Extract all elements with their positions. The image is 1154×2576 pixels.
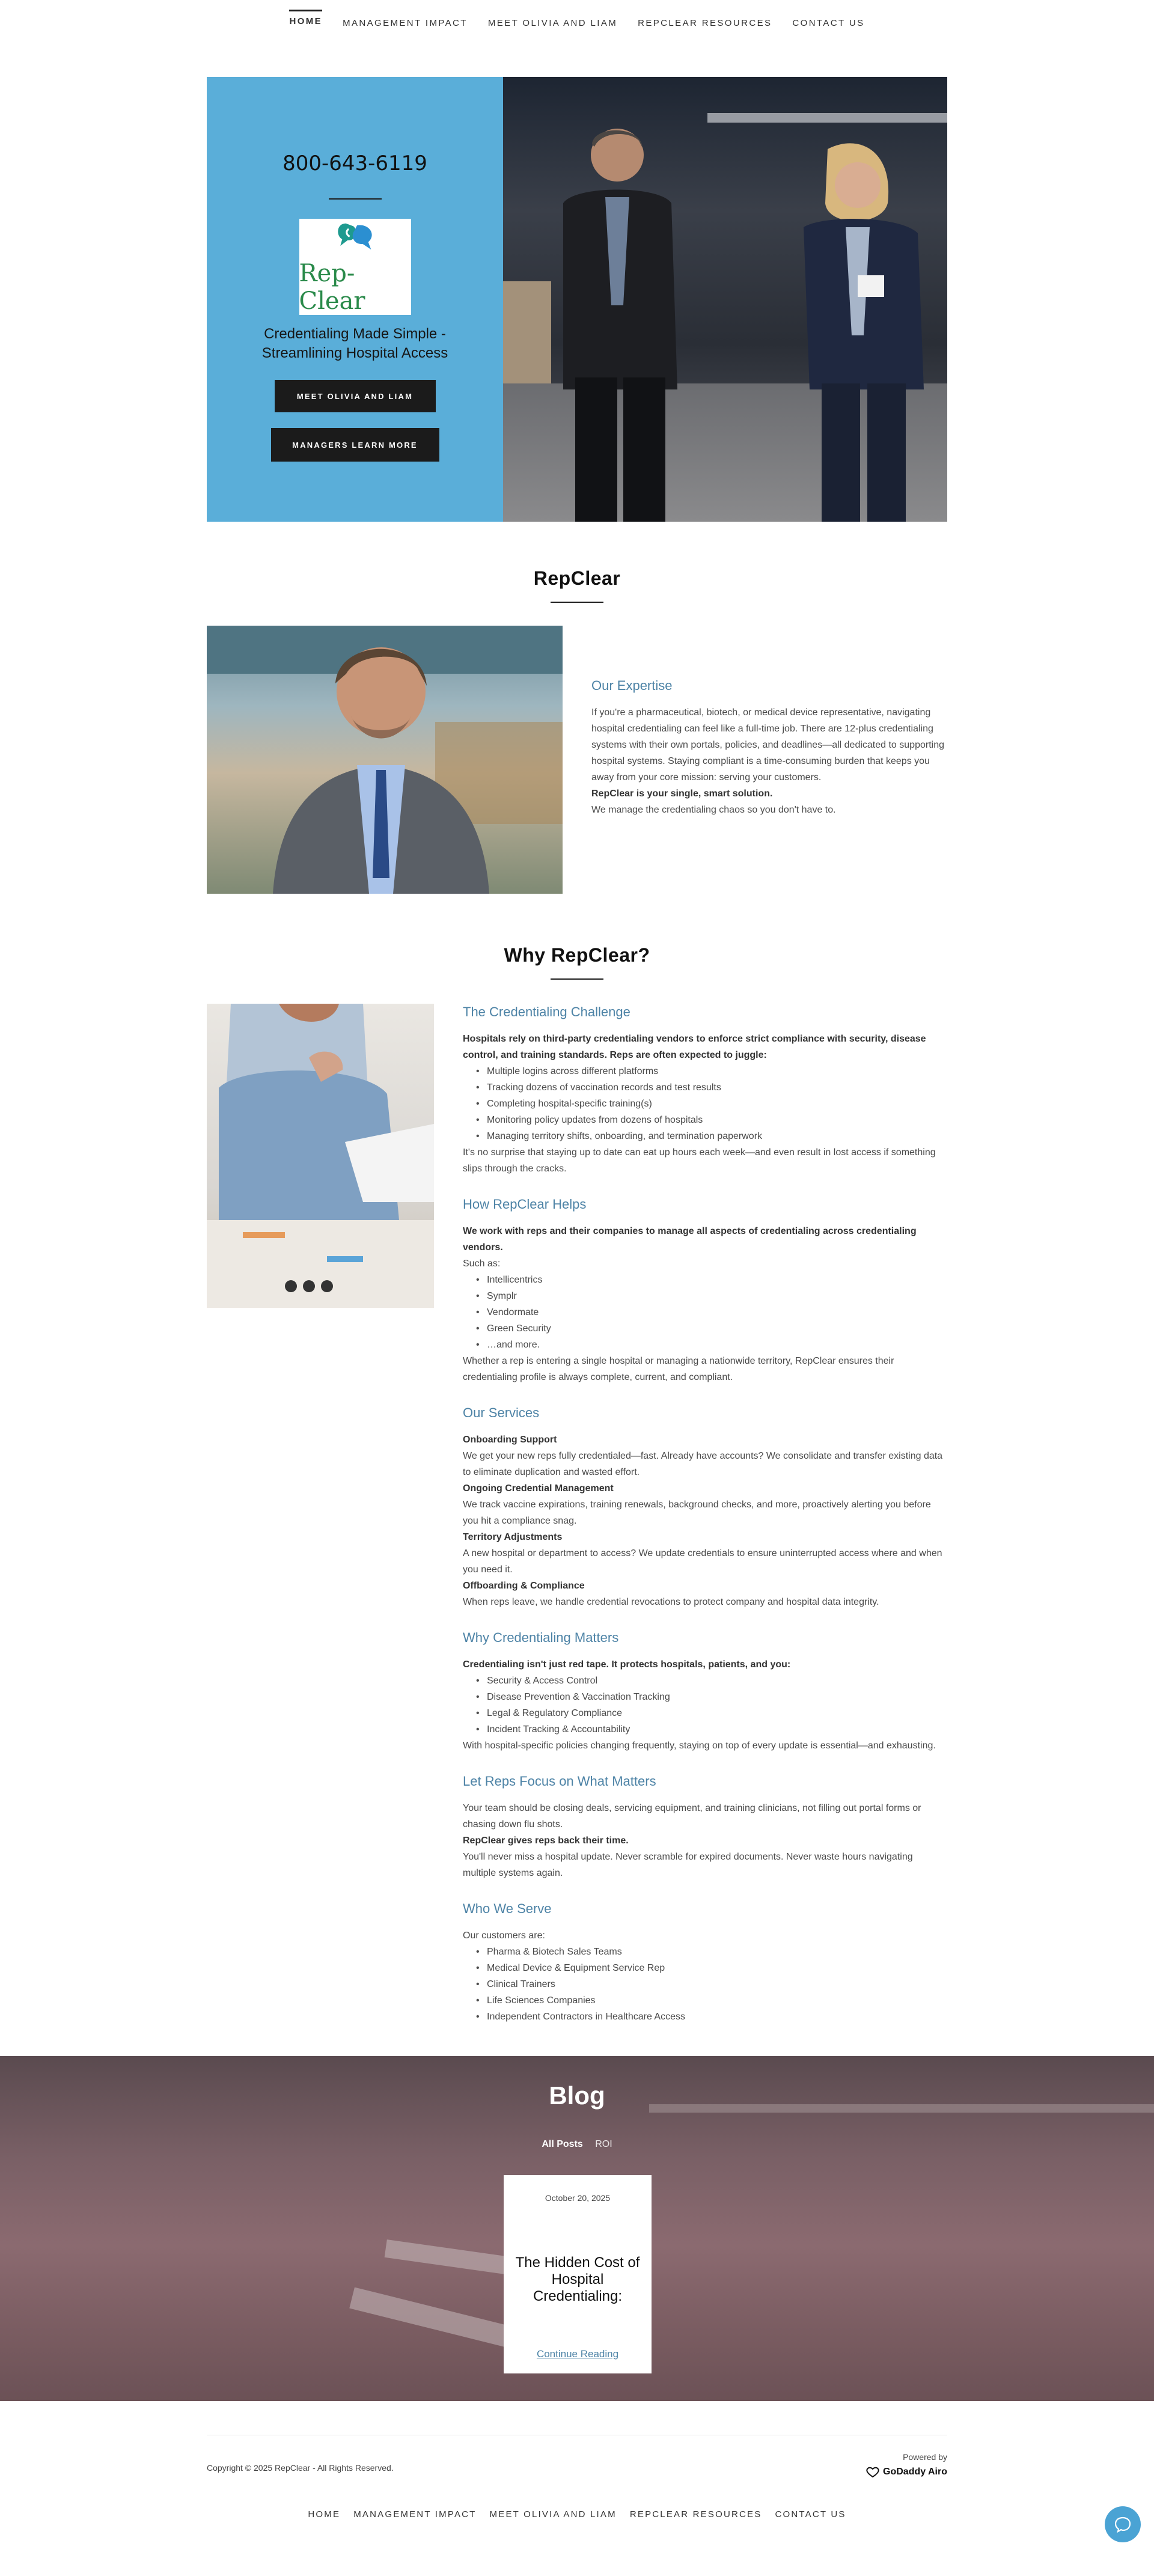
section-divider <box>551 978 603 980</box>
list-item: • Disease Prevention & Vaccination Tracking <box>487 1689 944 1705</box>
businessman-figure <box>207 626 563 894</box>
smiling-businessman-photo <box>207 626 563 894</box>
woman-at-laptop-photo <box>207 1004 434 1308</box>
serve-intro: Our customers are: <box>463 1930 545 1941</box>
nav-management-impact[interactable]: MANAGEMENT IMPACT <box>343 18 468 28</box>
credentialing-challenge-heading: The Credentialing Challenge <box>463 1004 630 1019</box>
how-repclear-helps-heading: How RepClear Helps <box>463 1197 587 1212</box>
filter-all-posts[interactable]: All Posts <box>542 2139 583 2149</box>
repclear-section-title: RepClear <box>533 567 621 589</box>
top-navigation <box>0 0 1154 50</box>
vendors-list <box>463 1272 944 1353</box>
service-title: Offboarding & Compliance <box>463 1581 585 1591</box>
list-item: • Independent Contractors in Healthcare Access <box>487 2009 944 2025</box>
chat-button[interactable] <box>1105 2506 1141 2542</box>
list-item: • Medical Device & Equipment Service Rep <box>487 1960 944 1976</box>
godaddy-airo-link[interactable] <box>866 2467 947 2477</box>
list-item: • Pharma & Biotech Sales Teams <box>487 1944 944 1960</box>
why-repclear-title: Why RepClear? <box>504 944 650 966</box>
chaos-line: We manage the credentialing chaos so you don't have to. <box>591 805 836 815</box>
woman-with-badge-figure <box>768 137 936 522</box>
list-item: • Symplr <box>487 1288 944 1304</box>
nav-contact-us[interactable]: CONTACT US <box>792 18 865 28</box>
meet-olivia-and-liam-button[interactable]: MEET OLIVIA AND LIAM <box>275 380 436 412</box>
why-credentialing-matters-heading: Why Credentialing Matters <box>463 1630 619 1645</box>
godaddy-heart-icon <box>866 2467 879 2477</box>
challenge-intro: Hospitals rely on third-party credentialing vendors to enforce strict compliance with security, disease control, and training standards. Reps are often expected to juggle: <box>463 1034 926 1060</box>
list-item: • Clinical Trainers <box>487 1976 944 1992</box>
list-item: • Incident Tracking & Accountability <box>487 1721 944 1738</box>
blog-section <box>0 2056 1154 2401</box>
list-item: • Managing territory shifts, onboarding, and termination paperwork <box>487 1128 944 1144</box>
woman-at-laptop-figure <box>207 1004 434 1308</box>
managers-learn-more-button[interactable]: MANAGERS LEARN MORE <box>271 428 439 462</box>
footer-nav-contact-us[interactable]: CONTACT US <box>775 2509 846 2520</box>
service-title: Onboarding Support <box>463 1435 557 1445</box>
service-title: Territory Adjustments <box>463 1532 563 1542</box>
list-item: • Green Security <box>487 1320 944 1337</box>
about-section <box>207 626 947 894</box>
why-text-column <box>463 1004 944 2025</box>
expertise-paragraph: If you're a pharmaceutical, biotech, or medical device representative, navigating hospital credentialing can feel like a full-time job. There are 12-plus credentialing systems with their own portals, policies, and deadlines—all dedicated to supporting hospital systems. Staying compliant is a time-consuming burden that keeps you away from your core mission: serving your customers. <box>591 707 944 783</box>
list-item: • Completing hospital-specific training(s) <box>487 1096 944 1112</box>
list-item: • Multiple logins across different platforms <box>487 1063 944 1079</box>
powered-by <box>866 2452 947 2477</box>
list-item: • …and more. <box>487 1337 944 1353</box>
who-we-serve-heading: Who We Serve <box>463 1901 552 1916</box>
man-in-blazer-figure <box>527 113 683 522</box>
hero-photo-two-professionals <box>503 77 947 522</box>
hero-tagline: Credentialing Made Simple - Streamlining Hospital Access <box>261 326 448 361</box>
customers-list <box>463 1944 944 2025</box>
helps-intro: We work with reps and their companies to manage all aspects of credentialing across credentialing vendors. <box>463 1226 917 1253</box>
list-item: • Monitoring policy updates from dozens of hospitals <box>487 1112 944 1128</box>
nav-repclear-resources[interactable]: REPCLEAR RESOURCES <box>638 18 772 28</box>
footer <box>207 2435 947 2501</box>
helps-closing: Whether a rep is entering a single hospital or managing a nationwide territory, RepClear ensures their credentialing profile is always complete, current, and compliant. <box>463 1356 894 1382</box>
why-repclear-section <box>207 1004 947 2025</box>
matters-list <box>463 1673 944 1738</box>
logo-text: Rep-Clear <box>299 260 365 315</box>
hero-phone-number[interactable]: 800-643-6119 <box>282 151 427 175</box>
list-item: • Legal & Regulatory Compliance <box>487 1705 944 1721</box>
hero-section <box>207 77 947 522</box>
blog-title: Blog <box>549 2081 605 2110</box>
platform-name: GoDaddy Airo <box>883 2467 947 2477</box>
blog-filters <box>0 2139 1154 2150</box>
service-text: We get your new reps fully credentialed—fast. Already have accounts? We consolidate and transfer existing data to eliminate duplication and wasted effort. <box>463 1451 943 1477</box>
hero-panel <box>207 77 503 522</box>
post-date: October 20, 2025 <box>545 2193 611 2203</box>
blog-post-card[interactable] <box>504 2175 652 2373</box>
powered-by-label: Powered by <box>903 2452 947 2462</box>
service-text: A new hospital or department to access? We update credentials to ensure uninterrupted access where and when you need it. <box>463 1548 942 1575</box>
post-title[interactable]: The Hidden Cost of Hospital Credentialing: <box>515 2254 640 2304</box>
chat-bubble-icon <box>1114 2515 1132 2533</box>
list-item: • Tracking dozens of vaccination records and test results <box>487 1079 944 1096</box>
copyright-text: Copyright © 2025 RepClear - All Rights Reserved. <box>207 2463 394 2473</box>
such-as-label: Such as: <box>463 1259 501 1269</box>
about-text-block <box>591 626 947 894</box>
challenge-closing: It's no surprise that staying up to date can eat up hours each week—and even result in lost access if something slips through the cracks. <box>463 1147 936 1174</box>
footer-navigation <box>0 2509 1154 2520</box>
list-item: • Security & Access Control <box>487 1673 944 1689</box>
focus-closing: You'll never miss a hospital update. Never scramble for expired documents. Never waste hours navigating multiple systems again. <box>463 1852 913 1878</box>
footer-nav-management-impact[interactable]: MANAGEMENT IMPACT <box>353 2509 477 2520</box>
matters-closing: With hospital-specific policies changing frequently, staying on top of every update is essential—and exhausting. <box>463 1741 936 1751</box>
list-item: • Vendormate <box>487 1304 944 1320</box>
repclear-logo <box>299 219 411 315</box>
hero-divider <box>329 198 382 200</box>
focus-bold-line: RepClear gives reps back their time. <box>463 1836 629 1846</box>
service-text: We track vaccine expirations, training renewals, background checks, and more, proactively alerting you before you hit a compliance snag. <box>463 1500 931 1526</box>
nav-meet-olivia-and-liam[interactable]: MEET OLIVIA AND LIAM <box>487 18 618 28</box>
footer-nav-meet-olivia-and-liam[interactable]: MEET OLIVIA AND LIAM <box>489 2509 617 2520</box>
challenge-list <box>463 1063 944 1144</box>
let-reps-focus-heading: Let Reps Focus on What Matters <box>463 1774 656 1789</box>
our-expertise-heading: Our Expertise <box>591 678 673 693</box>
nav-home[interactable]: HOME <box>289 10 322 26</box>
footer-nav-repclear-resources[interactable]: REPCLEAR RESOURCES <box>629 2509 762 2520</box>
list-item: • Intellicentrics <box>487 1272 944 1288</box>
focus-text: Your team should be closing deals, servicing equipment, and training clinicians, not filling out portal forms or chasing down flu shots. <box>463 1803 921 1830</box>
footer-nav-home[interactable]: HOME <box>308 2509 341 2520</box>
filter-roi[interactable]: ROI <box>595 2139 612 2149</box>
matters-intro: Credentialing isn't just red tape. It protects hospitals, patients, and you: <box>463 1659 791 1670</box>
speech-bubbles-icon <box>325 219 385 256</box>
continue-reading-link[interactable]: Continue Reading <box>536 2348 619 2360</box>
single-solution-line: RepClear is your single, smart solution. <box>591 789 773 799</box>
service-title: Ongoing Credential Management <box>463 1483 614 1494</box>
list-item: • Life Sciences Companies <box>487 1992 944 2009</box>
our-services-heading: Our Services <box>463 1405 540 1420</box>
service-text: When reps leave, we handle credential revocations to protect company and hospital data integrity. <box>463 1597 879 1607</box>
section-divider <box>551 602 603 603</box>
